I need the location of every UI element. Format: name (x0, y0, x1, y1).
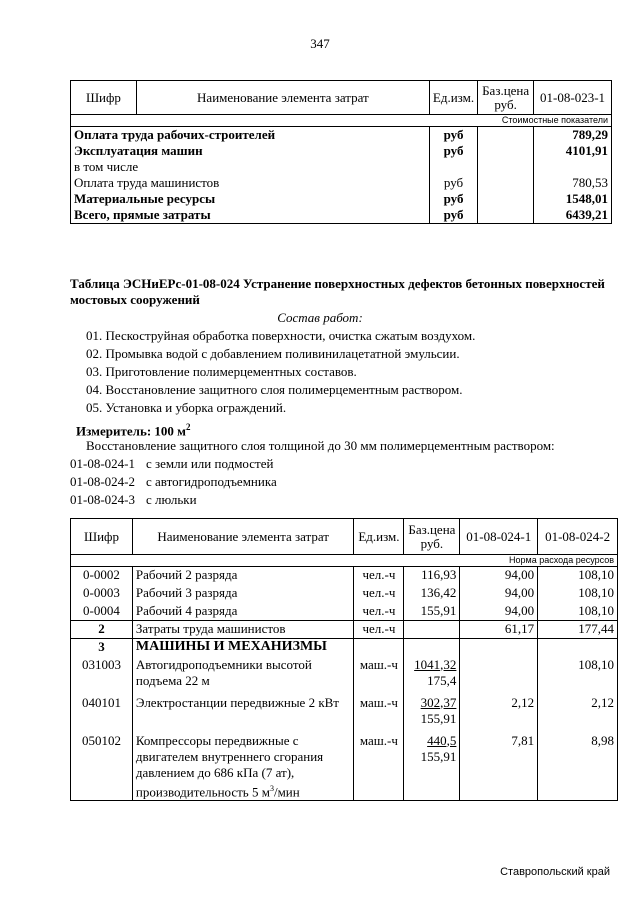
header-col-024-1: 01-08-024-1 (460, 519, 538, 555)
header-base-price: Баз.цена руб. (404, 519, 460, 555)
table-row: в том числе (71, 159, 612, 175)
section-title: Таблица ЭСНиЕРс-01-08-024 Устранение поверхностных дефектов бетонных поверхностей мостовых сооружений (70, 276, 605, 307)
list-item: 04. Восстановление защитного слоя полимерцементным раствором. (86, 382, 463, 397)
works-title: Состав работ: (277, 310, 363, 325)
list-item: 01-08-024-2 с автогидроподъемника (70, 474, 277, 489)
header-col-024-2: 01-08-024-2 (538, 519, 618, 555)
header-code: Шифр (71, 81, 137, 115)
header-unit: Ед.изм. (429, 81, 477, 115)
header-base-price: Баз.цена руб. (478, 81, 534, 115)
list-item: 01-08-024-1 с земли или подмостей (70, 456, 274, 471)
header-name: Наименование элемента затрат (136, 81, 429, 115)
cost-table (70, 80, 612, 224)
header-col-023-1: 01-08-023-1 (534, 81, 612, 115)
table-row: Материальные ресурсы руб 1548,01 (71, 191, 612, 207)
table-row: 0-0004 Рабочий 4 разряда чел.-ч 155,91 94,00 108,10 (71, 603, 618, 621)
resource-table (70, 518, 618, 801)
list-item: 02. Промывка водой с добавлением поливинилацетатной эмульсии. (86, 346, 460, 361)
header-code: Шифр (71, 519, 133, 555)
list-item: 05. Установка и уборка ограждений. (86, 400, 287, 415)
table-row: 031003 Автогидроподъемники высотой подъема 22 м маш.-ч 1041,32 175,4 108,10 (71, 657, 618, 695)
table-row: 2 Затраты труда машинистов чел.-ч 61,17 177,44 (71, 621, 618, 639)
list-item: 03. Приготовление полимерцементных составов. (86, 364, 357, 379)
table-row: Оплата труда рабочих-строителей руб 789,29 (71, 127, 612, 144)
header-name: Наименование элемента затрат (132, 519, 354, 555)
table-row: 050102 Компрессоры передвижные с двигателем внутреннего сгорания давлением до 686 кПа (7 ат), производительность 5 $м^3$/мин маш.-ч 440,5 155,91 7,81 8,98 (71, 733, 618, 801)
table-row: 0-0003 Рабочий 3 разряда чел.-ч 136,42 94,00 108,10 (71, 585, 618, 603)
table-row: 3 МАШИНЫ И МЕХАНИЗМЫ (71, 639, 618, 657)
table-row: Оплата труда машинистов руб 780,53 (71, 175, 612, 191)
measure: Измеритель: 100 $м^2$ (76, 422, 191, 439)
table-row: Эксплуатация машин руб 4101,91 (71, 143, 612, 159)
table-row: 040101 Электростанции передвижные 2 кВт маш.-ч 302,37 155,91 2,12 2,12 (71, 695, 618, 733)
subheader: Стоимостные показатели (71, 115, 612, 127)
page-number: 347 (310, 36, 330, 51)
works-list (86, 327, 475, 417)
subheader: Норма расхода ресурсов (71, 555, 618, 567)
table-row: Всего, прямые затраты руб 6439,21 (71, 207, 612, 224)
footer-region: Ставропольский край (500, 866, 610, 878)
header-unit: Ед.изм. (354, 519, 404, 555)
table-row: 0-0002 Рабочий 2 разряда чел.-ч 116,93 94,00 108,10 (71, 567, 618, 585)
list-item: 01-08-024-3 с люльки (70, 492, 197, 507)
description: Восстановление защитного слоя толщиной до 30 мм полимерцементным раствором: (86, 438, 555, 453)
list-item: 01. Пескоструйная обработка поверхности, очистка сжатым воздухом. (86, 328, 476, 343)
variants-list (70, 455, 277, 509)
